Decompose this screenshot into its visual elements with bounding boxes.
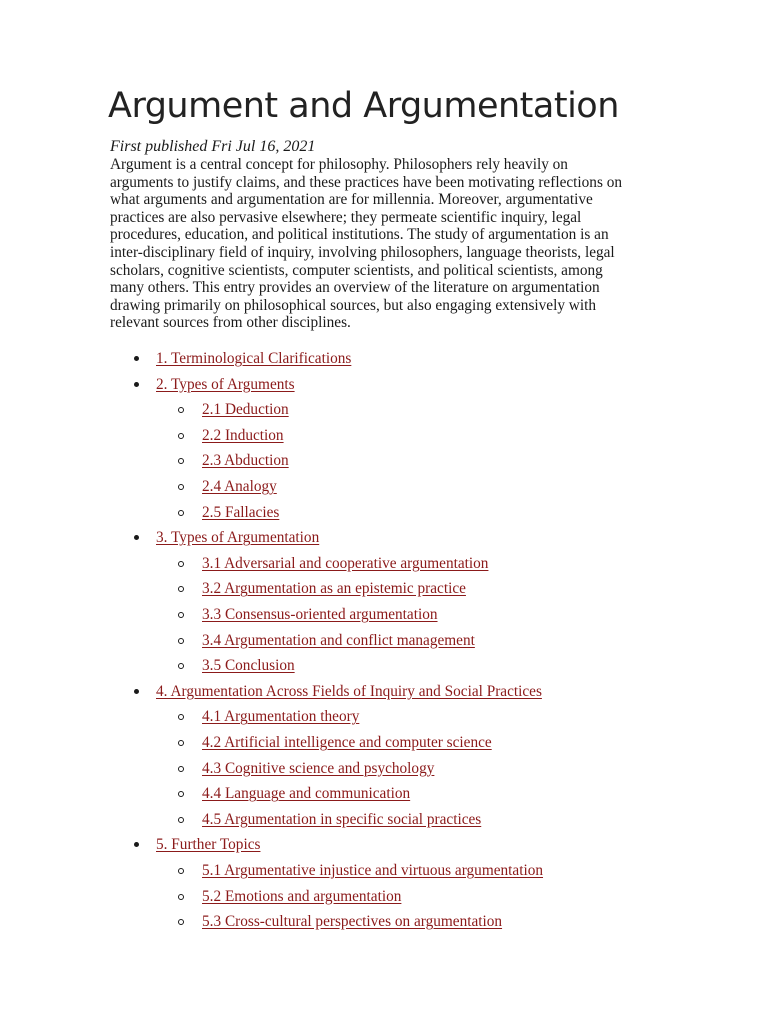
toc-link[interactable]: 4. Argumentation Across Fields of Inquiry and Social Practices [156, 682, 542, 700]
toc-section [156, 376, 295, 394]
abstract-line: procedures, education, and political institutions. The study of argumentation is an [110, 226, 609, 244]
toc-section [156, 683, 542, 701]
toc-subsection [202, 657, 295, 675]
abstract-line: many others. This entry provides an overview of the literature on argumentation [110, 279, 600, 297]
circle-bullet-icon [178, 433, 184, 439]
publication-date: First published Fri Jul 16, 2021 [110, 138, 316, 155]
bullet-icon [134, 842, 139, 847]
toc-section [156, 529, 319, 547]
circle-bullet-icon [178, 817, 184, 823]
toc-link[interactable]: 4.2 Artificial intelligence and computer science [202, 734, 492, 751]
abstract-line: arguments to justify claims, and these practices have been motivating reflections on [110, 173, 623, 191]
toc-subsection [202, 555, 488, 573]
circle-bullet-icon [178, 663, 184, 669]
toc-subsection [202, 785, 410, 803]
toc-link[interactable]: 1. Terminological Clarifications [156, 350, 352, 367]
toc-section [156, 836, 260, 854]
toc-subsection [202, 580, 466, 598]
toc-link[interactable]: 3.3 Consensus-oriented argumentation [202, 606, 438, 623]
circle-bullet-icon [178, 740, 184, 746]
circle-bullet-icon [178, 407, 184, 413]
toc-subsection [202, 862, 543, 880]
abstract-line: Argument is a central concept for philosophy. Philosophers rely heavily on [110, 156, 568, 173]
abstract-line: drawing primarily on philosophical sources, but also engaging extensively with [110, 296, 597, 314]
circle-bullet-icon [178, 458, 184, 464]
toc-link[interactable]: 4.3 Cognitive science and psychology [202, 759, 435, 777]
bullet-icon [134, 356, 139, 361]
toc-link[interactable]: 2.2 Induction [202, 426, 284, 444]
toc-link[interactable]: 2.1 Deduction [202, 401, 289, 419]
toc-link[interactable]: 3.1 Adversarial and cooperative argumentation [202, 554, 489, 572]
toc-subsection [202, 888, 401, 906]
toc-subsection [202, 811, 481, 829]
toc-link[interactable]: 5.3 Cross-cultural perspectives on argumentation [202, 913, 503, 931]
toc-link[interactable]: 2.5 Fallacies [202, 503, 280, 521]
abstract [110, 156, 670, 332]
toc-subsection [202, 913, 502, 931]
toc-subsection [202, 504, 279, 522]
toc-subsection [202, 452, 289, 470]
circle-bullet-icon [178, 791, 184, 797]
abstract-line: scholars, cognitive scientists, computer scientists, and political scientists, among [110, 261, 603, 279]
bullet-icon [134, 535, 139, 540]
abstract-line: relevant sources from other disciplines. [110, 314, 351, 332]
circle-bullet-icon [178, 484, 184, 490]
toc-link[interactable]: 5.2 Emotions and argumentation [202, 887, 402, 905]
bullet-icon [134, 689, 139, 694]
toc-link[interactable]: 4.1 Argumentation theory [202, 708, 360, 726]
circle-bullet-icon [178, 766, 184, 772]
toc-subsection [202, 478, 277, 496]
toc-subsection [202, 401, 289, 419]
abstract-line: practices are also pervasive elsewhere; they permeate scientific inquiry, legal [110, 208, 582, 226]
page-title: Argument and Argumentation [108, 86, 619, 126]
toc-link[interactable]: 2.3 Abduction [202, 452, 289, 470]
toc-link[interactable]: 4.5 Argumentation in specific social practices [202, 810, 482, 828]
circle-bullet-icon [178, 561, 184, 567]
circle-bullet-icon [178, 714, 184, 720]
abstract-line: inter-disciplinary field of inquiry, involving philosophers, language theorists, legal [110, 243, 615, 261]
toc-subsection [202, 632, 475, 650]
toc-link[interactable]: 3.2 Argumentation as an epistemic practice [202, 580, 466, 598]
circle-bullet-icon [178, 612, 184, 618]
circle-bullet-icon [178, 894, 184, 900]
circle-bullet-icon [178, 919, 184, 925]
toc-link[interactable]: 4.4 Language and communication [202, 785, 411, 803]
abstract-line: what arguments and argumentation are for millennia. Moreover, argumentative [110, 191, 593, 209]
toc-subsection [202, 427, 284, 445]
toc-link[interactable]: 2. Types of Arguments [156, 375, 295, 393]
bullet-icon [134, 382, 139, 387]
toc-link[interactable]: 3.4 Argumentation and conflict management [202, 631, 475, 649]
toc-link[interactable]: 5. Further Topics [156, 836, 261, 854]
toc-subsection [202, 734, 492, 752]
toc-section [156, 350, 351, 368]
circle-bullet-icon [178, 638, 184, 644]
circle-bullet-icon [178, 510, 184, 516]
toc-subsection [202, 606, 438, 624]
toc-link[interactable]: 5.1 Argumentative injustice and virtuous argumentation [202, 862, 544, 879]
circle-bullet-icon [178, 868, 184, 874]
toc-subsection [202, 760, 434, 778]
toc-link[interactable]: 3. Types of Argumentation [156, 529, 320, 547]
toc-subsection [202, 708, 359, 726]
toc-link[interactable]: 2.4 Analogy [202, 478, 277, 495]
circle-bullet-icon [178, 586, 184, 592]
toc-link[interactable]: 3.5 Conclusion [202, 657, 295, 675]
